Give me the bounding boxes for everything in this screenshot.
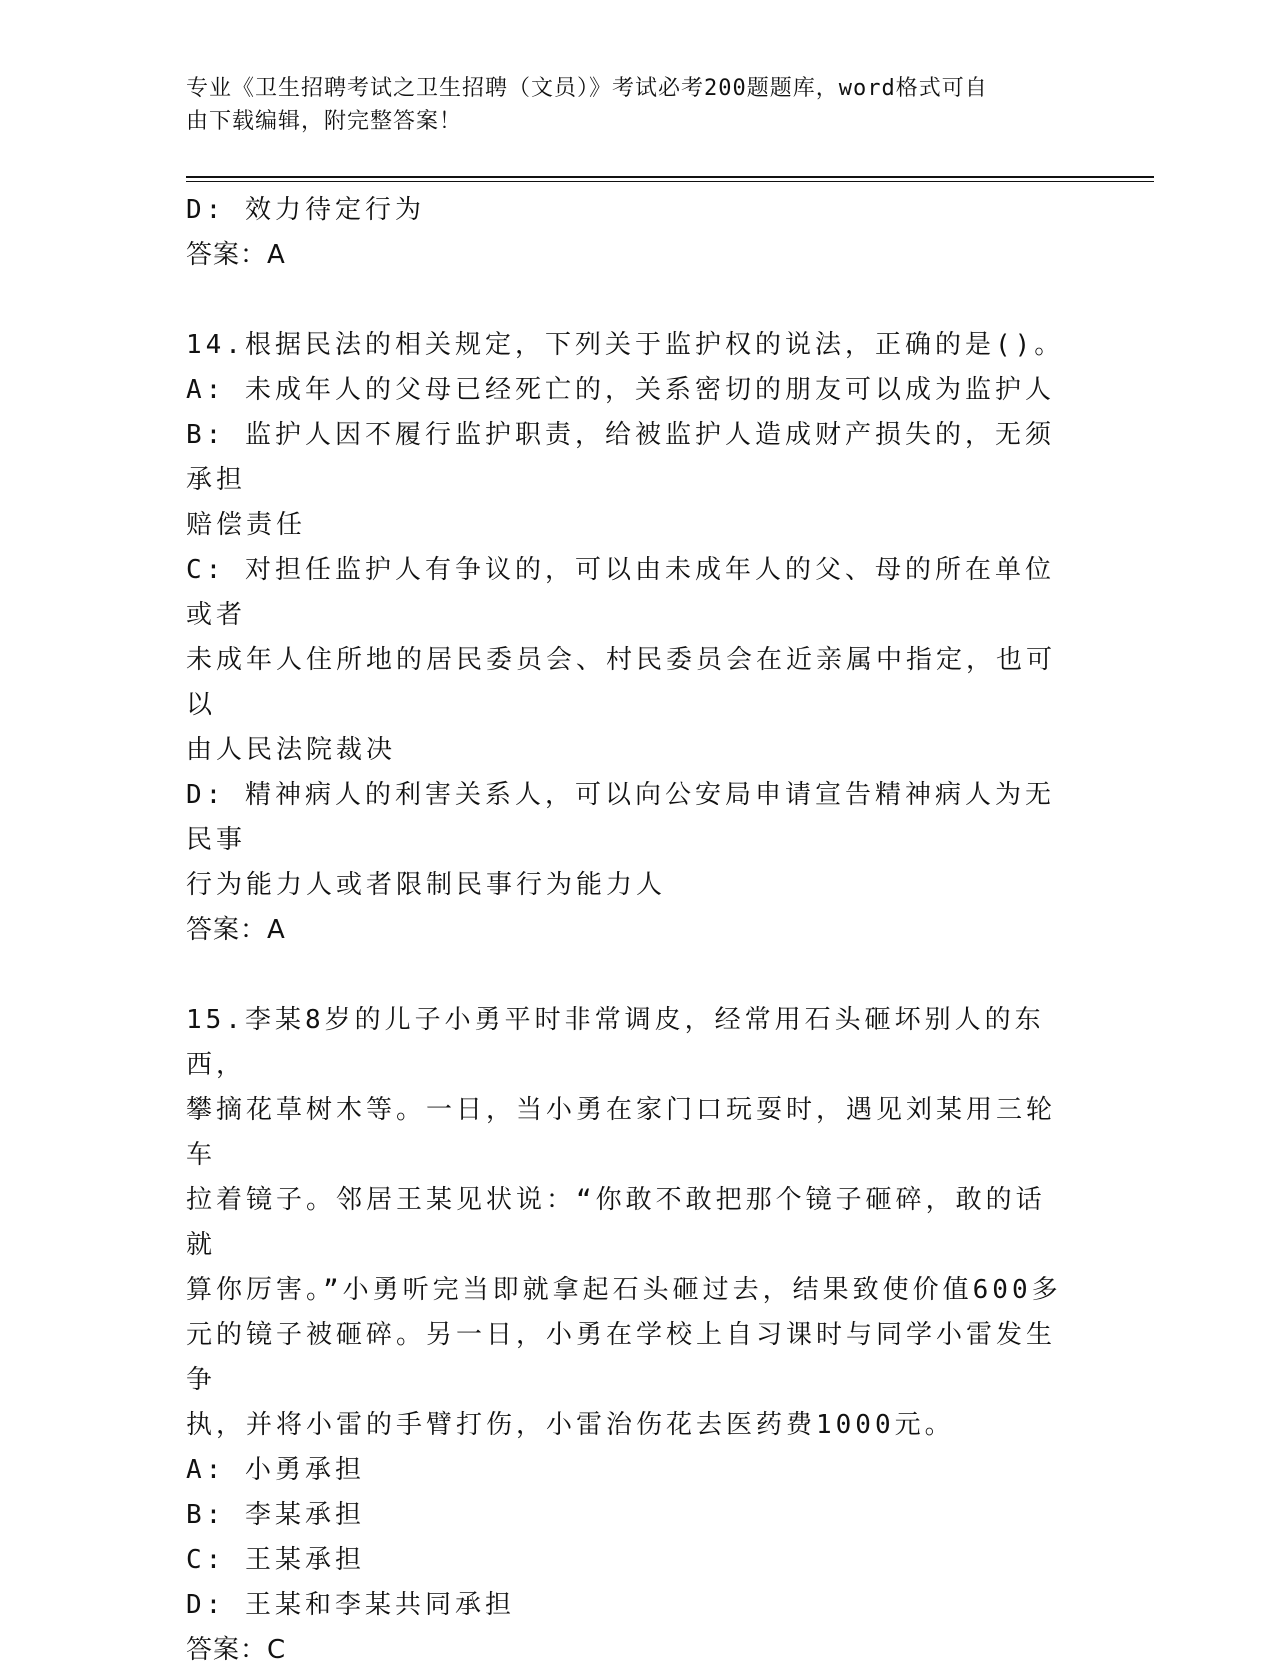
option-d-line-1: D: 精神病人的利害关系人，可以向公安局申请宣告精神病人为无民事 bbox=[186, 780, 1055, 855]
document-body bbox=[186, 188, 1066, 1673]
option-c-line-1: C: 对担任监护人有争议的，可以由未成年人的父、母的所在单位或者 bbox=[186, 555, 1055, 630]
header-line-2: 由下载编辑，附完整答案！ bbox=[186, 109, 463, 134]
option-d: D: 效力待定行为 bbox=[186, 195, 425, 225]
header-line-1: 专业《卫生招聘考试之卫生招聘（文员）》考试必考200题题库，word格式可自 bbox=[186, 76, 988, 101]
header-divider-thick bbox=[186, 176, 1154, 178]
question-stem-line-6: 执，并将小雷的手臂打伤，小雷治伤花去医药费1000元。 bbox=[186, 1410, 955, 1440]
question-stem-line-3: 拉着镜子。邻居王某见状说：“你敢不敢把那个镜子砸碎，敢的话就 bbox=[186, 1185, 1046, 1260]
option-c-line-2: 未成年人住所地的居民委员会、村民委员会在近亲属中指定，也可以 bbox=[186, 645, 1057, 720]
option-a: A: 小勇承担 bbox=[186, 1455, 365, 1485]
question-stem-line-4: 算你厉害。”小勇听完当即就拿起石头砸过去，结果致使价值600多 bbox=[186, 1275, 1062, 1305]
question-stem-line-1: 15.李某8岁的儿子小勇平时非常调皮，经常用石头砸坏别人的东西， bbox=[186, 1005, 1045, 1080]
answer-line: 答案：C bbox=[186, 1635, 287, 1665]
option-d: D: 王某和李某共同承担 bbox=[186, 1590, 515, 1620]
option-b-line-1: B: 监护人因不履行监护职责，给被监护人造成财产损失的，无须承担 bbox=[186, 420, 1055, 495]
answer-line: 答案：A bbox=[186, 240, 286, 270]
option-b: B: 李某承担 bbox=[186, 1500, 365, 1530]
option-c: C: 王某承担 bbox=[186, 1545, 365, 1575]
answer-line: 答案：A bbox=[186, 915, 286, 945]
option-c-line-3: 由人民法院裁决 bbox=[186, 735, 397, 765]
spacer bbox=[186, 278, 1066, 323]
option-d-line-2: 行为能力人或者限制民事行为能力人 bbox=[186, 870, 667, 900]
option-b-line-2: 赔偿责任 bbox=[186, 510, 307, 540]
question-15 bbox=[186, 998, 1066, 1673]
question-14 bbox=[186, 323, 1066, 953]
previous-question-tail bbox=[186, 188, 1066, 278]
option-a: A: 未成年人的父母已经死亡的，关系密切的朋友可以成为监护人 bbox=[186, 375, 1055, 405]
document-header bbox=[186, 72, 1066, 138]
question-stem: 14.根据民法的相关规定，下列关于监护权的说法，正确的是()。 bbox=[186, 330, 1065, 360]
spacer bbox=[186, 953, 1066, 998]
header-divider-thin bbox=[186, 181, 1154, 182]
question-stem-line-5: 元的镜子被砸碎。另一日，小勇在学校上自习课时与同学小雷发生争 bbox=[186, 1320, 1057, 1395]
question-stem-line-2: 攀摘花草树木等。一日，当小勇在家门口玩耍时，遇见刘某用三轮车 bbox=[186, 1095, 1057, 1170]
